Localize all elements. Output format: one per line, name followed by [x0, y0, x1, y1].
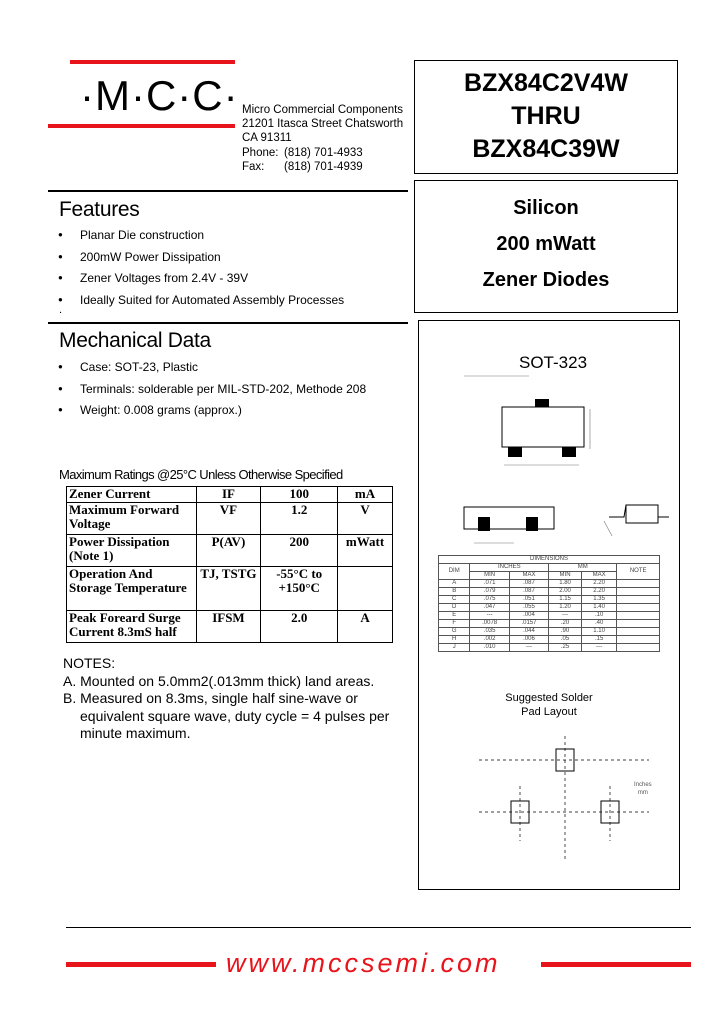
desc-line-3: Zener Diodes: [482, 269, 610, 291]
table-row: [67, 611, 393, 643]
dim-cell: 1.40: [581, 604, 616, 612]
dim-cell: J: [439, 644, 470, 652]
dim-cell: .044: [509, 628, 548, 636]
dim-cell: [617, 588, 660, 596]
dim-cell: .90: [549, 628, 582, 636]
fax: (818) 701-4939: [284, 160, 363, 173]
unit: mWatt: [338, 535, 393, 567]
dim-sub: MIN: [470, 572, 509, 580]
list-item: ● Zener Voltages from 2.4V - 39V: [58, 271, 344, 285]
dim-cell: .15: [581, 636, 616, 644]
unit: [338, 567, 393, 611]
dim-cell: .087: [509, 580, 548, 588]
units-label: [634, 781, 652, 797]
dim-sub: MAX: [509, 572, 548, 580]
dim-cell: [617, 596, 660, 604]
ratings-title: Maximum Ratings @25°C Unless Otherwise Specified: [59, 467, 343, 482]
dim-cell: .075: [470, 596, 509, 604]
dim-cell: .010: [470, 644, 509, 652]
logo-bar-top: [70, 60, 235, 64]
value: 100: [261, 487, 338, 503]
part-line-1: BZX84C2V4W: [464, 69, 628, 97]
dimensions-table: [438, 555, 660, 652]
dim-title: DIMENSIONS: [439, 556, 660, 564]
mechanical-list: [58, 360, 366, 425]
dim-cell: .006: [509, 636, 548, 644]
list-item: ● Ideally Suited for Automated Assembly Processes: [58, 293, 344, 307]
dim-cell: E: [439, 612, 470, 620]
package-top-view-drawing: [454, 369, 594, 469]
solder-title-2: Pad Layout: [521, 706, 577, 718]
dim-cell: .047: [470, 604, 509, 612]
dim-cell: [617, 636, 660, 644]
features-list: [58, 228, 344, 314]
desc-line-2: 200 mWatt: [496, 233, 596, 255]
list-item: ● Terminals: solderable per MIL-STD-202, Methode 208: [58, 382, 366, 396]
units-mm: mm: [637, 790, 648, 796]
note-b-2: equivalent square wave, duty cycle = 4 pulses per: [80, 707, 390, 724]
solder-title-1: Suggested Solder: [505, 692, 593, 704]
dim-header: MM: [549, 564, 617, 572]
table-row: [67, 503, 393, 535]
dim-cell: .40: [581, 620, 616, 628]
table-row: [67, 487, 393, 503]
package-side-view-drawing: [444, 491, 669, 551]
desc-line-1: Silicon: [513, 197, 579, 219]
dim-cell: 1.80: [549, 580, 582, 588]
note-b-3: minute maximum.: [80, 725, 191, 741]
package-box: [418, 320, 680, 890]
phone-label: Phone:: [242, 146, 279, 159]
symbol: TJ, TSTG: [196, 567, 261, 611]
part-number: [415, 61, 677, 166]
features-divider: [48, 190, 408, 192]
dim-cell: [617, 580, 660, 588]
dim-cell: [617, 644, 660, 652]
dim-cell: B: [439, 588, 470, 596]
value: -55°C to +150°C: [261, 567, 338, 611]
solder-title: [419, 691, 679, 719]
dim-header: INCHES: [470, 564, 549, 572]
dim-sub: MAX: [581, 572, 616, 580]
dim-cell: .079: [470, 588, 509, 596]
units-inches: Inches: [634, 782, 652, 788]
phone: (818) 701-4933: [284, 146, 363, 159]
table-row: [439, 620, 660, 628]
footer-bar-left: [66, 962, 216, 967]
unit: A: [338, 611, 393, 643]
dim-cell: [617, 612, 660, 620]
dim-header: NOTE: [617, 564, 660, 580]
part-line-2: THRU: [511, 102, 581, 130]
table-row: [439, 612, 660, 620]
dim-cell: .035: [470, 628, 509, 636]
dim-cell: 1.10: [581, 628, 616, 636]
fax-label: Fax:: [242, 160, 265, 173]
solder-pad-layout-drawing: [459, 731, 669, 871]
dim-cell: 1.15: [549, 596, 582, 604]
dim-cell: 2.20: [581, 580, 616, 588]
dim-cell: .071: [470, 580, 509, 588]
symbol: IF: [196, 487, 261, 503]
param: Power Dissipation (Note 1): [67, 535, 197, 567]
dim-cell: .10: [581, 612, 616, 620]
notes: [63, 655, 389, 743]
list-item: ● Case: SOT-23, Plastic: [58, 360, 366, 374]
dim-cell: .20: [549, 620, 582, 628]
symbol: IFSM: [196, 611, 261, 643]
mechanical-divider: [48, 322, 408, 324]
dim-cell: C: [439, 596, 470, 604]
dim-cell: .055: [509, 604, 548, 612]
company-street: 21201 Itasca Street Chatsworth: [242, 118, 404, 131]
table-row: [439, 628, 660, 636]
value: 200: [261, 535, 338, 567]
dim-cell: .004: [509, 612, 548, 620]
dim-cell: .25: [549, 644, 582, 652]
dim-cell: H: [439, 636, 470, 644]
company-city: CA 91311: [242, 132, 292, 145]
dim-cell: ---: [509, 644, 548, 652]
param: Maximum Forward Voltage: [67, 503, 197, 535]
dim-cell: .0078: [470, 620, 509, 628]
table-row: [439, 556, 660, 564]
company-address: [242, 103, 403, 174]
param: Operation And Storage Temperature: [67, 567, 197, 611]
mechanical-title: Mechanical Data: [59, 329, 211, 352]
footer-bar-right: [541, 962, 691, 967]
features-title: Features: [59, 198, 140, 221]
dim-cell: A: [439, 580, 470, 588]
notes-title: NOTES:: [63, 655, 116, 671]
dim-cell: .002: [470, 636, 509, 644]
unit: V: [338, 503, 393, 535]
param: Peak Foreard Surge Current 8.3mS half: [67, 611, 197, 643]
table-row: [67, 567, 393, 611]
table-row: [439, 580, 660, 588]
ratings-table: [66, 486, 393, 643]
list-item: ● Weight: 0.008 grams (approx.): [58, 403, 366, 417]
table-row: [439, 644, 660, 652]
dim-cell: ---: [549, 612, 582, 620]
value: 2.0: [261, 611, 338, 643]
note-a: A. Mounted on 5.0mm2(.013mm thick) land areas.: [63, 672, 375, 689]
symbol: P(AV): [196, 535, 261, 567]
company-name: Micro Commercial Components: [242, 104, 404, 116]
dim-cell: D: [439, 604, 470, 612]
dim-cell: .0157: [509, 620, 548, 628]
value: 1.2: [261, 503, 338, 535]
table-row: [439, 604, 660, 612]
dimensions-body: [439, 580, 660, 652]
table-row: [439, 636, 660, 644]
dim-cell: .087: [509, 588, 548, 596]
table-row: [67, 535, 393, 567]
dim-cell: 1.35: [581, 596, 616, 604]
note-b-1: B. Measured on 8.3ms, single half sine-wave or: [63, 690, 358, 706]
table-row: [439, 588, 660, 596]
mcc-logo: ·M·C·C·: [80, 72, 239, 119]
dim-cell: ---: [581, 644, 616, 652]
dim-cell: [617, 620, 660, 628]
stray-dot: .: [59, 304, 63, 316]
description-box: [414, 180, 678, 313]
dim-cell: 2.20: [581, 588, 616, 596]
table-row: [439, 596, 660, 604]
logo-bar-bottom: [48, 124, 235, 128]
dim-cell: 1.20: [549, 604, 582, 612]
website-link[interactable]: www.mccsemi.com: [226, 948, 501, 978]
dim-cell: .05: [549, 636, 582, 644]
dim-sub: MIN: [549, 572, 582, 580]
part-line-3: BZX84C39W: [472, 135, 620, 163]
unit: mA: [338, 487, 393, 503]
dim-cell: [617, 628, 660, 636]
list-item: ● Planar Die construction: [58, 228, 344, 242]
part-number-box: [414, 60, 678, 174]
param: Zener Current: [67, 487, 197, 503]
table-row: [439, 564, 660, 572]
dim-cell: G: [439, 628, 470, 636]
dim-cell: 2.00: [549, 588, 582, 596]
package-name: SOT-323: [519, 353, 588, 372]
footer-line: [66, 927, 691, 928]
dim-cell: .051: [509, 596, 548, 604]
dim-cell: ---: [470, 612, 509, 620]
symbol: VF: [196, 503, 261, 535]
dim-header: DIM: [439, 564, 470, 580]
list-item: ● 200mW Power Dissipation: [58, 250, 344, 264]
dim-cell: F: [439, 620, 470, 628]
dim-cell: [617, 604, 660, 612]
